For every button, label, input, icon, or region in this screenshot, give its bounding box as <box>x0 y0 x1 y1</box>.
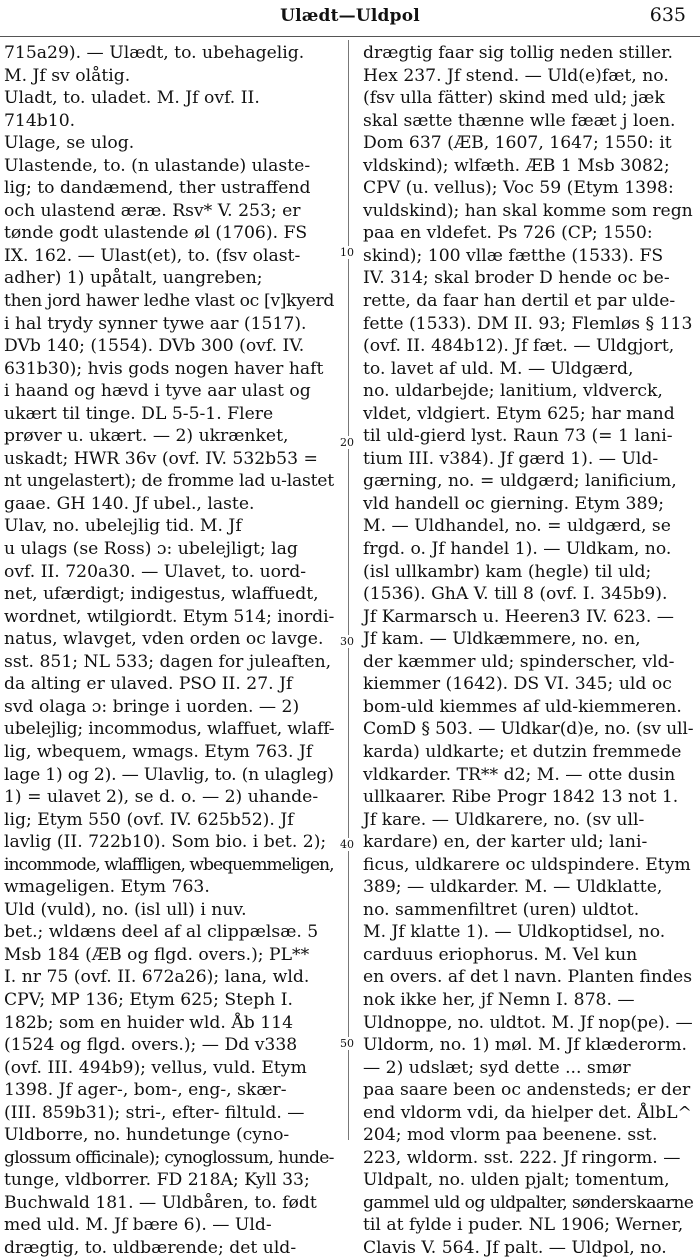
text-line: adher) 1) upåtalt, uangreben; <box>4 268 263 289</box>
text-line: ukært til tinge. DL 5-5-1. Flere <box>4 403 274 424</box>
text-line: der kæmmer uld; spinderscher, vld- <box>363 651 675 672</box>
text-line: rette, da faar han dertil et par ulde- <box>363 291 676 312</box>
text-line: en overs. af det l navn. Planten findes <box>363 967 693 988</box>
text-line: CPV; MP 136; Etym 625; Steph I. <box>4 989 293 1010</box>
line-number: 10 <box>337 246 357 259</box>
text-line: vld handell oc gierning. Etym 389; <box>363 493 665 514</box>
text-line: och ulastend æræ. Rsv* V. 253; er <box>4 200 301 221</box>
text-line: gaae. GH 140. Jf ubel., laste. <box>4 493 255 514</box>
text-line: Uldpalt, no. ulden pjalt; tomentum, <box>363 1170 670 1191</box>
page-header <box>0 0 700 37</box>
text-line: 631b30); hvis gods nogen haver haft <box>4 358 324 379</box>
text-line: 1398. Jf ager-, bom-, eng-, skær- <box>4 1080 287 1101</box>
line-number: 40 <box>337 838 357 851</box>
text-line: svd olaga ɔ: bringe i uorden. — 2) <box>4 696 300 717</box>
text-line: drægtig, to. uldbærende; det uld- <box>4 1237 297 1258</box>
text-line: ovf. II. 720a30. — Ulavet, to. uord- <box>4 561 307 582</box>
text-line: paa en vldefet. Ps 726 (CP; 1550: <box>363 223 653 244</box>
text-line: Uld (vuld), no. (isl ull) i nuv. <box>4 899 247 920</box>
text-line: tønde godt ulastende øl (1706). FS <box>4 223 308 244</box>
text-line: Uladt, to. uladet. M. Jf ovf. II. <box>4 88 260 109</box>
text-line: (1536). GhA V. till 8 (ovf. I. 345b9). <box>363 584 668 605</box>
text-line: bet.; wldæns deel af al clippælsæ. 5 <box>4 922 319 943</box>
text-line: skind); 100 vllæ fætthe (1533). FS <box>363 245 664 266</box>
text-line: Ulav, no. ubelejlig tid. M. Jf <box>4 516 242 537</box>
text-line: CPV (u. vellus); Voc 59 (Etym 1398: <box>363 178 674 199</box>
text-line: M. Jf klatte 1). — Uldkoptidsel, no. <box>363 922 666 943</box>
text-line: lavlig (II. 722b10). Som bio. i bet. 2); <box>4 832 327 853</box>
text-line: sst. 851; NL 533; dagen for juleaften, <box>4 651 332 672</box>
text-line: 715a29). — Ulædt, to. ubehagelig. <box>4 43 305 63</box>
page-number: 635 <box>649 4 686 26</box>
text-line: lig; Etym 550 (ovf. IV. 625b52). Jf <box>4 809 294 830</box>
right-column <box>363 42 693 1260</box>
text-line: vldkarder. TR** d2; M. — otte dusin <box>363 764 676 785</box>
text-line: (III. 859b31); stri-, efter- filtuld. — <box>4 1102 305 1123</box>
line-number: 50 <box>337 1037 357 1050</box>
text-line: no. uldarbejde; lanitium, vldverck, <box>363 381 663 402</box>
text-line: M. — Uldhandel, no. = uldgærd, se <box>363 516 671 537</box>
text-line: Msb 184 (ÆB og flgd. overs.); PL** <box>4 944 310 965</box>
text-line: med uld. M. Jf bære 6). — Uld- <box>4 1215 272 1236</box>
text-line: i haand og hævd i tyve aar ulast og <box>4 381 311 402</box>
text-line: glossum officinale); cynoglossum, hunde- <box>4 1147 334 1168</box>
text-line: vuldskind); han skal komme som regn <box>363 200 693 221</box>
text-line: IX. 162. — Ulast(et), to. (fsv olast- <box>4 245 301 266</box>
text-line: Clavis V. 564. Jf palt. — Uldpol, no. <box>363 1237 667 1258</box>
text-line: then jord hawer ledhe vlast oc [v]kyerd <box>4 291 335 312</box>
text-line: i hal trydy synner tywe aar (1517). <box>4 313 307 334</box>
text-line: nt ungelastert); de fromme lad u-lastet <box>4 471 334 492</box>
text-line: end vldorm vdi, da hielper det. ÅlbL^ <box>363 1102 692 1123</box>
text-line: da alting er ulaved. PSO II. 27. Jf <box>4 674 293 695</box>
text-line: Uldnoppe, no. uldtot. M. Jf nop(pe). — <box>363 1012 693 1033</box>
text-line: Uldorm, no. 1) møl. M. Jf klæderorm. <box>363 1035 688 1056</box>
text-line: wmageligen. Etym 763. <box>4 877 210 898</box>
text-line: fette (1533). DM II. 93; Flemløs § 113 <box>363 313 693 334</box>
text-line: wordnet, wtilgiordt. Etym 514; inordi- <box>4 606 335 627</box>
line-number: 20 <box>337 436 357 449</box>
text-line: ullkaarer. Ribe Progr 1842 13 not 1. <box>363 787 679 808</box>
text-line: net, ufærdigt; indigestus, wlaffuedt, <box>4 584 319 605</box>
text-line: carduus eriophorus. M. Vel kun <box>363 944 638 965</box>
text-line: karda) uldkarte; et dutzin fremmede <box>363 741 682 762</box>
text-line: kiemmer (1642). DS VI. 345; uld oc <box>363 674 672 695</box>
text-line: prøver u. ukært. — 2) ukrænket, <box>4 426 289 447</box>
text-line: Hex 237. Jf stend. — Uld(e)fæt, no. <box>363 65 669 86</box>
text-line: IV. 314; skal broder D hende oc be- <box>363 268 670 289</box>
text-line: (isl ullkambr) kam (hegle) til uld; <box>363 561 652 582</box>
text-line: gærning, no. = uldgærd; lanificium, <box>363 471 677 492</box>
text-line: uskadt; HWR 36v (ovf. IV. 532b53 = <box>4 448 318 469</box>
text-line: paa saare been oc andensteds; er der <box>363 1080 691 1101</box>
text-line: Uldborre, no. hundetunge (cyno- <box>4 1125 290 1146</box>
text-line: vldskind); wlfæth. ÆB 1 Msb 3082; <box>363 155 670 176</box>
text-line: Ulastende, to. (n ulastande) ulaste- <box>4 155 311 176</box>
text-line: Jf kam. — Uldkæmmere, no. en, <box>363 629 641 650</box>
running-title: Ulædt—Uldpol <box>280 6 420 26</box>
text-line: Ulage, se ulog. <box>4 133 135 154</box>
text-line: u ulags (se Ross) ɔ: ubelejligt; lag <box>4 539 298 560</box>
text-line: tium III. v384). Jf gærd 1). — Uld- <box>363 448 659 469</box>
text-line: to. lavet af uld. M. — Uldgærd, <box>363 358 634 379</box>
text-line: gammel uld og uldpalter, sønderskaarne <box>363 1192 694 1213</box>
text-line: 223, wldorm. sst. 222. Jf ringorm. — <box>363 1147 681 1168</box>
text-line: Buchwald 181. — Uldbåren, to. født <box>4 1192 317 1213</box>
line-number: 30 <box>337 635 357 648</box>
text-line: til at fylde i puder. NL 1906; Werner, <box>363 1215 684 1236</box>
text-line: (ovf. III. 494b9); vellus, vuld. Etym <box>4 1057 307 1078</box>
text-line: Jf kare. — Uldkarere, no. (sv ull- <box>363 809 645 830</box>
text-line: frgd. o. Jf handel 1). — Uldkam, no. <box>363 539 672 560</box>
text-line: lig; to dandæmend, ther ustraffend <box>4 178 311 199</box>
text-line: 204; mod vlorm paa beenene. sst. <box>363 1125 658 1146</box>
left-column <box>4 42 334 1260</box>
text-line: 389; — uldkarder. M. — Uldklatte, <box>363 877 663 898</box>
text-line: lage 1) og 2). — Ulavlig, to. (n ulagleg) <box>4 764 334 785</box>
text-line: 714b10. <box>4 110 76 131</box>
column-divider <box>348 40 349 1140</box>
text-line: natus, wlavget, vden orden oc lavge. <box>4 629 324 650</box>
text-line: drægtig faar sig tollig neden stiller. <box>363 43 673 63</box>
text-line: ubelejlig; incommodus, wlaffuet, wlaff- <box>4 719 335 740</box>
text-line: bom-uld kiemmes af uld-kiemmeren. <box>363 696 682 717</box>
text-line: Dom 637 (ÆB, 1607, 1647; 1550: it <box>363 133 672 154</box>
text-line: lig, wbequem, wmags. Etym 763. Jf <box>4 741 313 762</box>
text-line: 1) = ulavet 2), se d. o. — 2) uhande- <box>4 787 319 808</box>
text-line: 182b; som en huider wld. Åb 114 <box>4 1012 294 1033</box>
text-line: tunge, vldborrer. FD 218A; Kyll 33; <box>4 1170 310 1191</box>
text-line: Jf Karmarsch u. Heeren3 IV. 623. — <box>363 606 674 627</box>
text-line: incommode, wlaffligen, wbequemmeligen, <box>4 854 334 875</box>
text-line: M. Jf sv olåtig. <box>4 65 131 86</box>
text-line: til uld-gierd lyst. Raun 73 (= 1 lani- <box>363 426 673 447</box>
text-line: ComD § 503. — Uldkar(d)e, no. (sv ull- <box>363 719 694 740</box>
text-line: (fsv ulla fätter) skind med uld; jæk <box>363 88 665 109</box>
text-line: skal sætte thænne wlle fææt j loen. <box>363 110 676 131</box>
text-line: I. nr 75 (ovf. II. 672a26); lana, wld. <box>4 967 310 988</box>
text-line: nok ikke her, jf Nemn I. 878. — <box>363 989 635 1010</box>
text-line: vldet, vldgiert. Etym 625; har mand <box>363 403 675 424</box>
text-line: (ovf. II. 484b12). Jf fæt. — Uldgjort, <box>363 336 675 357</box>
text-line: kardare) en, der karter uld; lani- <box>363 832 648 853</box>
text-line: (1524 og flgd. overs.); — Dd v338 <box>4 1035 298 1056</box>
text-line: DVb 140; (1554). DVb 300 (ovf. IV. <box>4 336 305 357</box>
text-line: no. sammenfiltret (uren) uldtot. <box>363 899 640 920</box>
text-line: ficus, uldkarere oc uldspindere. Etym <box>363 854 691 875</box>
text-line: — 2) udslæt; syd dette ... smør <box>363 1057 631 1078</box>
